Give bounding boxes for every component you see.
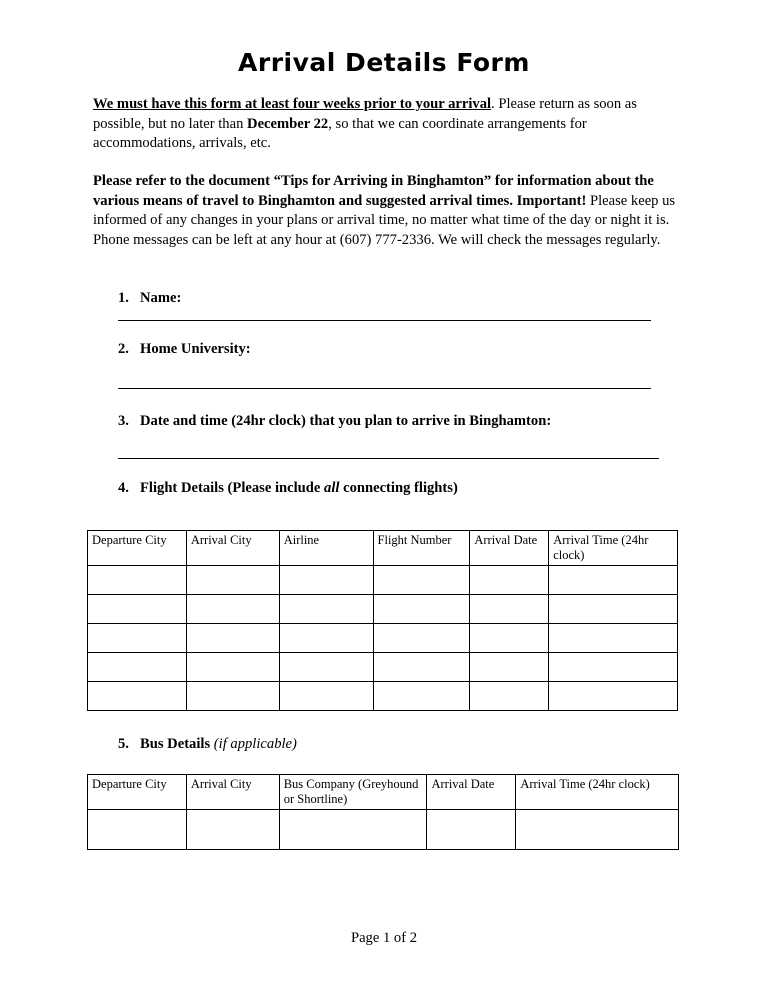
table-cell[interactable] [186,595,279,624]
table-cell[interactable] [279,566,373,595]
table-cell[interactable] [470,653,549,682]
table-cell[interactable] [186,810,279,850]
table-cell[interactable] [549,595,678,624]
table-cell[interactable] [470,595,549,624]
deadline-date: December 22 [247,115,329,132]
table-cell[interactable] [88,810,187,850]
flight-header-departure-city: Departure City [88,531,187,566]
table-cell[interactable] [186,624,279,653]
table-cell[interactable] [516,810,679,850]
table-cell[interactable] [88,653,187,682]
table-cell[interactable] [186,566,279,595]
flight-header-arrival-city: Arrival City [186,531,279,566]
question-arrival-datetime: 3. Date and time (24hr clock) that you plan to arrive in Binghamton: [118,413,552,429]
table-cell[interactable] [470,566,549,595]
table-row [88,566,678,595]
table-cell[interactable] [186,653,279,682]
bus-header-arrival-city: Arrival City [186,775,279,810]
question-name: 1. Name: [118,290,182,306]
table-row [88,682,678,711]
table-cell[interactable] [373,682,470,711]
table-cell[interactable] [88,624,187,653]
table-cell[interactable] [279,653,373,682]
table-cell[interactable] [470,682,549,711]
table-cell[interactable] [373,566,470,595]
table-cell[interactable] [88,566,187,595]
bus-header-arrival-date: Arrival Date [427,775,516,810]
home-university-field[interactable] [118,388,651,389]
page-title: Arrival Details Form [238,48,530,77]
table-cell[interactable] [373,624,470,653]
table-row [88,810,679,850]
table-cell[interactable] [279,810,427,850]
intro-paragraph: We must have this form at least four weeks prior to your arrival. Please return as soon as possible, but no later than December 22, so that we can coordinate arrangements for accommodations, arrivals, etc. [93,96,637,151]
deadline-lead: We must have this form at least four weeks prior to your arrival [93,96,492,112]
name-field[interactable] [118,320,651,321]
table-cell[interactable] [373,595,470,624]
table-cell[interactable] [549,653,678,682]
table-cell[interactable] [279,624,373,653]
bus-note: (if applicable) [213,736,297,752]
flight-header-arrival-date: Arrival Date [470,531,549,566]
bus-header-departure-city: Departure City [88,775,187,810]
table-row [88,595,678,624]
table-row [88,653,678,682]
table-cell[interactable] [88,595,187,624]
flight-header-airline: Airline [279,531,373,566]
table-cell[interactable] [279,682,373,711]
table-row [88,624,678,653]
notice-paragraph: Please refer to the document “Tips for Arriving in Binghamton” for information about the various means of travel to Binghamton and suggested arrival times. Important! Please keep us informed of any changes in your plans or arrival time, no matter what time of the day or night it is. Phone messages can be left at any hour at (607) 777-2336. We will check the messages regularly. [93,173,676,248]
table-cell[interactable] [470,624,549,653]
question-bus-details: 5. Bus Details (if applicable) [118,736,297,752]
table-cell[interactable] [88,682,187,711]
flight-table [87,530,678,711]
flight-header-arrival-time: Arrival Time (24hr clock) [549,531,678,566]
flight-header-flight-number: Flight Number [373,531,470,566]
bus-table [87,774,679,850]
arrival-datetime-field[interactable] [118,458,659,459]
table-cell[interactable] [549,624,678,653]
question-flight-details: 4. Flight Details (Please include all connecting flights) [118,480,458,496]
table-cell[interactable] [373,653,470,682]
table-cell[interactable] [186,682,279,711]
table-cell[interactable] [279,595,373,624]
bus-header-arrival-time: Arrival Time (24hr clock) [516,775,679,810]
table-cell[interactable] [549,566,678,595]
question-home-university: 2. Home University: [118,341,251,357]
page-number: Page 1 of 2 [350,930,418,946]
table-cell[interactable] [427,810,516,850]
table-cell[interactable] [549,682,678,711]
bus-header-bus-company: Bus Company (Greyhound or Shortline) [279,775,427,810]
